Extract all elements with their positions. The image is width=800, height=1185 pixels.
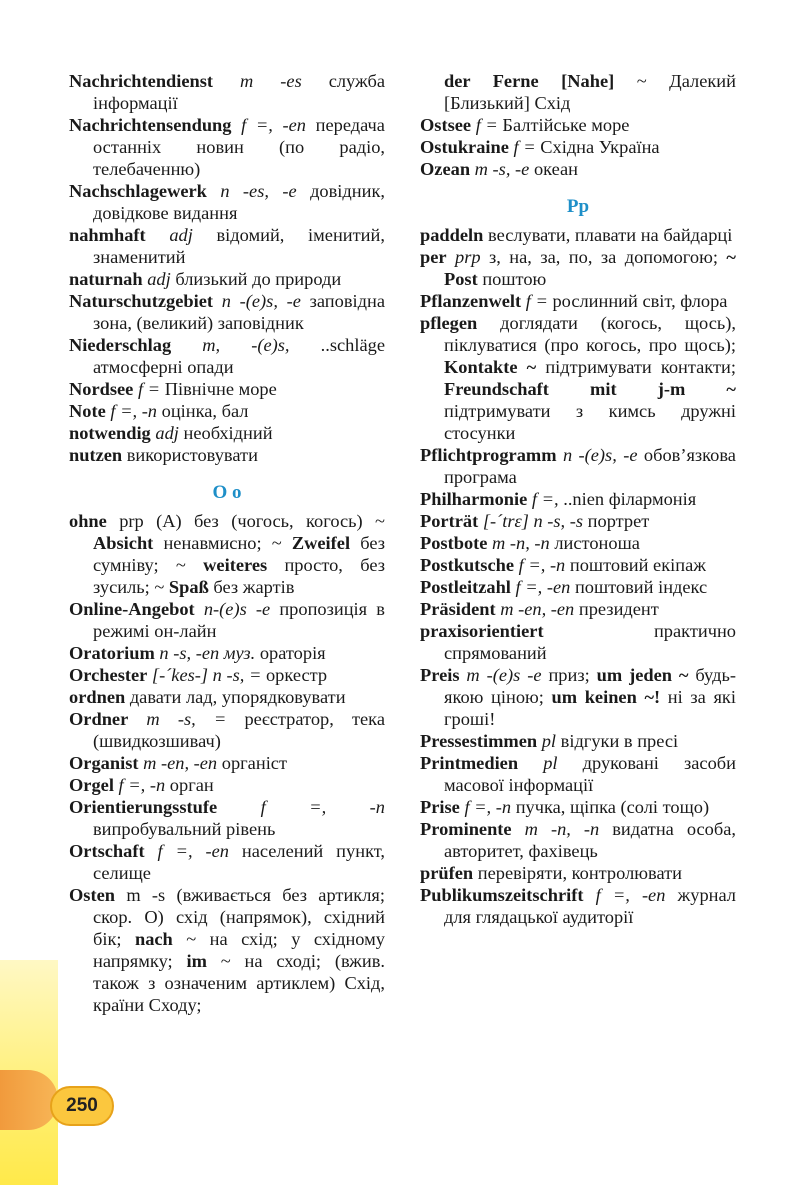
- dictionary-entry: [420, 114, 736, 136]
- dictionary-entry: [420, 444, 736, 488]
- headword: Porträt: [420, 511, 479, 531]
- headword: Nachschlagewerk: [69, 181, 207, 201]
- definition: океан: [533, 159, 579, 179]
- entry-per: [420, 246, 736, 290]
- definition: обов’язкова програма: [444, 445, 736, 487]
- entries-o: [69, 598, 385, 884]
- dictionary-entry: [420, 510, 736, 532]
- dictionary-entry: [420, 70, 736, 114]
- headword: Note: [69, 401, 106, 421]
- definition: Балтійське море: [502, 115, 630, 135]
- headword: ohne: [69, 511, 107, 531]
- headword: der Ferne [Nahe]: [444, 71, 615, 91]
- headword: ordnen: [69, 687, 126, 707]
- headword: Ostsee: [420, 115, 472, 135]
- grammar: m -n, -n: [492, 533, 550, 553]
- definition: m -s (вживається без артикля; скор. O) схід (напрямок), східний бік;: [93, 885, 385, 949]
- dictionary-entry: [420, 752, 736, 796]
- dictionary-entry: [69, 224, 385, 268]
- headword: Nordsee: [69, 379, 134, 399]
- definition: веслувати, плавати на байдарці: [488, 225, 733, 245]
- dictionary-entry: [69, 444, 385, 466]
- grammar: m -n, -n: [524, 819, 600, 839]
- definition: поштовий індекс: [574, 577, 708, 597]
- headword: Niederschlag: [69, 335, 172, 355]
- headword: Pflichtprogramm: [420, 445, 557, 465]
- headword: naturnah: [69, 269, 143, 289]
- grammar: f =: [137, 379, 161, 399]
- grammar: f =, -n: [118, 775, 166, 795]
- dictionary-entry: [69, 114, 385, 180]
- definition: портрет: [587, 511, 650, 531]
- phrase: im: [186, 951, 207, 971]
- definition: prp (A) без (чогось, когось) ~: [119, 511, 385, 531]
- definition: орган: [169, 775, 214, 795]
- page-edge-tab: [0, 1070, 58, 1130]
- definition: видатна особа, авторитет, фахівець: [444, 819, 736, 861]
- grammar: [-´kes-] n -s, =: [151, 665, 262, 685]
- definition: відомий, іменитий, знаменитий: [93, 225, 385, 267]
- headword: Prominente: [420, 819, 512, 839]
- grammar: m, -(e)s,: [202, 335, 290, 355]
- headword: per: [420, 247, 447, 267]
- right-column: [420, 70, 736, 928]
- definition: Північне море: [164, 379, 277, 399]
- headword: Online-Angebot: [69, 599, 195, 619]
- entry-paddeln: [420, 224, 736, 246]
- phrase: Zweifel: [291, 533, 351, 553]
- definition: оркестр: [265, 665, 328, 685]
- dictionary-entry: [420, 488, 736, 510]
- dictionary-entry: [420, 862, 736, 884]
- definition: журнал для глядацької аудиторії: [444, 885, 736, 927]
- definition: з, на, за, по, за допомогою;: [489, 247, 718, 267]
- definition: друковані засоби масової інформації: [444, 753, 736, 795]
- dictionary-entry: [420, 532, 736, 554]
- definition: заповідна зона, (великий) заповідник: [93, 291, 385, 333]
- dictionary-entry: [420, 730, 736, 752]
- definition: ~ на схід; у східному напрямку;: [93, 929, 385, 971]
- definition: поштою: [482, 269, 547, 289]
- dictionary-entry: [69, 840, 385, 884]
- definition: підтримувати контакти;: [545, 357, 736, 377]
- dictionary-entry: [69, 180, 385, 224]
- dictionary-entry: [69, 268, 385, 290]
- dictionary-entry: [69, 598, 385, 642]
- definition: передача останніх новин (по радіо, телебаченню): [93, 115, 385, 179]
- headword: notwendig: [69, 423, 151, 443]
- grammar: adj: [169, 225, 193, 245]
- phrase: um keinen ~!: [551, 687, 661, 707]
- definition: ~ на сході; (вжив. також з означеним артиклем) Схід, країни Сходу;: [93, 951, 385, 1015]
- headword: Pflanzenwelt: [420, 291, 522, 311]
- headword: Ostukraine: [420, 137, 509, 157]
- headword: pflegen: [420, 313, 478, 333]
- definition: без жартів: [213, 577, 295, 597]
- headword: Ortschaft: [69, 841, 145, 861]
- headword: Nachrichtensendung: [69, 115, 232, 135]
- grammar: prp: [455, 247, 481, 267]
- letter-heading-p: Pp: [566, 196, 590, 217]
- headword: Philharmonie: [420, 489, 528, 509]
- phrase: Freundschaft mit j-m ~: [444, 379, 736, 399]
- dictionary-entry: [420, 796, 736, 818]
- letter-heading-o: O o: [212, 482, 242, 503]
- entries-p: [420, 444, 736, 664]
- entry-pflanzenwelt: [420, 290, 736, 312]
- headword: Orgel: [69, 775, 114, 795]
- phrase: Spaß: [168, 577, 209, 597]
- grammar: pl: [543, 753, 558, 773]
- definition: поштовий екіпаж: [569, 555, 706, 575]
- headword: Naturschutzgebiet: [69, 291, 214, 311]
- headword: Prise: [420, 797, 460, 817]
- grammar: m -es: [240, 71, 302, 91]
- headword: Pressestimmen: [420, 731, 538, 751]
- entry-preis: [420, 664, 736, 730]
- grammar: f =,: [531, 489, 559, 509]
- headword: Präsident: [420, 599, 496, 619]
- grammar: adj: [155, 423, 179, 443]
- grammar: f =, -n: [518, 555, 566, 575]
- entry-ohne: [69, 510, 385, 598]
- grammar: pl: [541, 731, 557, 751]
- headword: Printmedien: [420, 753, 519, 773]
- definition: просто, без зусиль; ~: [93, 555, 385, 597]
- headword: praxisorientiert: [420, 621, 544, 641]
- grammar: n -(e)s, -e: [221, 291, 301, 311]
- definition: населений пункт, селище: [93, 841, 386, 883]
- headword: nutzen: [69, 445, 123, 465]
- definition: підтримувати з кимсь дружні стосунки: [444, 401, 736, 443]
- definition: приз;: [548, 665, 590, 685]
- entries-n: [69, 70, 385, 466]
- definition: реєстратор, тека (швидкозшивач): [93, 709, 385, 751]
- definition: Східна Україна: [540, 137, 660, 157]
- grammar: n-(e)s -e: [203, 599, 271, 619]
- grammar: f =, -n: [260, 797, 385, 817]
- definition: ..nien філармонія: [563, 489, 697, 509]
- grammar: adj: [147, 269, 171, 289]
- headword: Ordner: [69, 709, 129, 729]
- headword: Publikumszeitschrift: [420, 885, 584, 905]
- definition: ненавмисно; ~: [163, 533, 282, 553]
- entries-p-continued: [420, 730, 736, 928]
- grammar: m -s, =: [146, 709, 227, 729]
- definition: використовувати: [126, 445, 258, 465]
- grammar: n -s, -en муз.: [159, 643, 256, 663]
- headword: Nachrichtendienst: [69, 71, 214, 91]
- grammar: m -s, -e: [474, 159, 530, 179]
- dictionary-entry: [420, 158, 736, 180]
- dictionary-entry: [420, 576, 736, 598]
- dictionary-entry: [420, 598, 736, 620]
- definition: ~ Далекий [Близький] Схід: [444, 71, 736, 113]
- grammar: f =, -en: [241, 115, 307, 135]
- dictionary-entry: [69, 70, 385, 114]
- headword: Orientierungsstufe: [69, 797, 218, 817]
- grammar: m -en, -en: [143, 753, 218, 773]
- dictionary-entry: [420, 620, 736, 664]
- dictionary-entry: [420, 554, 736, 576]
- grammar: f =: [475, 115, 498, 135]
- definition: ні за які гроші!: [444, 687, 736, 729]
- definition: будь-якою ціною;: [444, 665, 736, 707]
- definition: практично спрямований: [444, 621, 736, 663]
- headword: Organist: [69, 753, 139, 773]
- definition: перевіряти, контролювати: [477, 863, 683, 883]
- definition: рослинний світ, флора: [552, 291, 728, 311]
- definition: необхідний: [183, 423, 273, 443]
- grammar: [-´trɛ] n -s, -s: [482, 511, 584, 531]
- phrase: Kontakte ~: [444, 357, 537, 377]
- definition: довідник, довідкове видання: [93, 181, 385, 223]
- definition: близький до природи: [175, 269, 342, 289]
- definition: пучка, щіпка (солі тощо): [515, 797, 710, 817]
- definition: листоноша: [554, 533, 640, 553]
- headword: Osten: [69, 885, 115, 905]
- definition: давати лад, упорядковувати: [129, 687, 346, 707]
- definition: випробувальний рівень: [93, 819, 276, 839]
- definition: органіст: [221, 753, 287, 773]
- grammar: f =, -n: [110, 401, 158, 421]
- definition: пропозиція в режимі он-лайн: [93, 599, 385, 641]
- phrase: um jeden ~: [596, 665, 689, 685]
- definition: ..schläge атмосферні опади: [93, 335, 385, 377]
- dictionary-entry: [69, 334, 385, 378]
- grammar: n -es, -e: [220, 181, 297, 201]
- grammar: f =, -en: [157, 841, 229, 861]
- phrase: Absicht: [93, 533, 154, 553]
- dictionary-entry: [69, 774, 385, 796]
- dictionary-entry: [69, 686, 385, 708]
- entries-o-continued: [420, 70, 736, 180]
- dictionary-entry: [69, 642, 385, 664]
- definition: доглядати (когось, щось), піклуватися (про когось, про щось);: [444, 313, 736, 355]
- grammar: f =: [525, 291, 548, 311]
- grammar: f =, -en: [595, 885, 666, 905]
- headword: Oratorium: [69, 643, 155, 663]
- headword: Preis: [420, 665, 460, 685]
- definition: без сумніву; ~: [93, 533, 385, 575]
- definition: президент: [578, 599, 659, 619]
- definition: служба інформації: [93, 71, 385, 113]
- dictionary-entry: [69, 752, 385, 774]
- grammar: f =, -n: [464, 797, 512, 817]
- entry-pflegen: [420, 312, 736, 444]
- grammar: m -en, -en: [500, 599, 575, 619]
- entry-osten: [69, 884, 385, 1016]
- headword: Postbote: [420, 533, 488, 553]
- page-number: 250: [50, 1086, 114, 1126]
- definition: оцінка, бал: [161, 401, 249, 421]
- phrase: nach: [134, 929, 173, 949]
- dictionary-entry: [420, 884, 736, 928]
- grammar: f =, -en: [515, 577, 571, 597]
- headword: paddeln: [420, 225, 484, 245]
- dictionary-entry: [69, 378, 385, 400]
- dictionary-entry: [69, 664, 385, 686]
- grammar: m -(e)s -e: [466, 665, 542, 685]
- definition: відгуки в пресі: [560, 731, 679, 751]
- dictionary-entry: [420, 136, 736, 158]
- headword: Ozean: [420, 159, 471, 179]
- dictionary-entry: [69, 400, 385, 422]
- headword: nahmhaft: [69, 225, 146, 245]
- dictionary-entry: [69, 708, 385, 752]
- headword: Postkutsche: [420, 555, 515, 575]
- grammar: n -(e)s, -e: [562, 445, 638, 465]
- headword: Orchester: [69, 665, 148, 685]
- headword: prüfen: [420, 863, 474, 883]
- dictionary-entry: [420, 818, 736, 862]
- dictionary-entry: [69, 290, 385, 334]
- dictionary-entry: [69, 422, 385, 444]
- grammar: f =: [513, 137, 536, 157]
- left-column: [69, 70, 385, 1016]
- phrase: weiteres: [203, 555, 268, 575]
- headword: Postleitzahl: [420, 577, 511, 597]
- definition: ораторія: [259, 643, 326, 663]
- phrase: ~ Post: [444, 247, 736, 289]
- dictionary-entry: [69, 796, 385, 840]
